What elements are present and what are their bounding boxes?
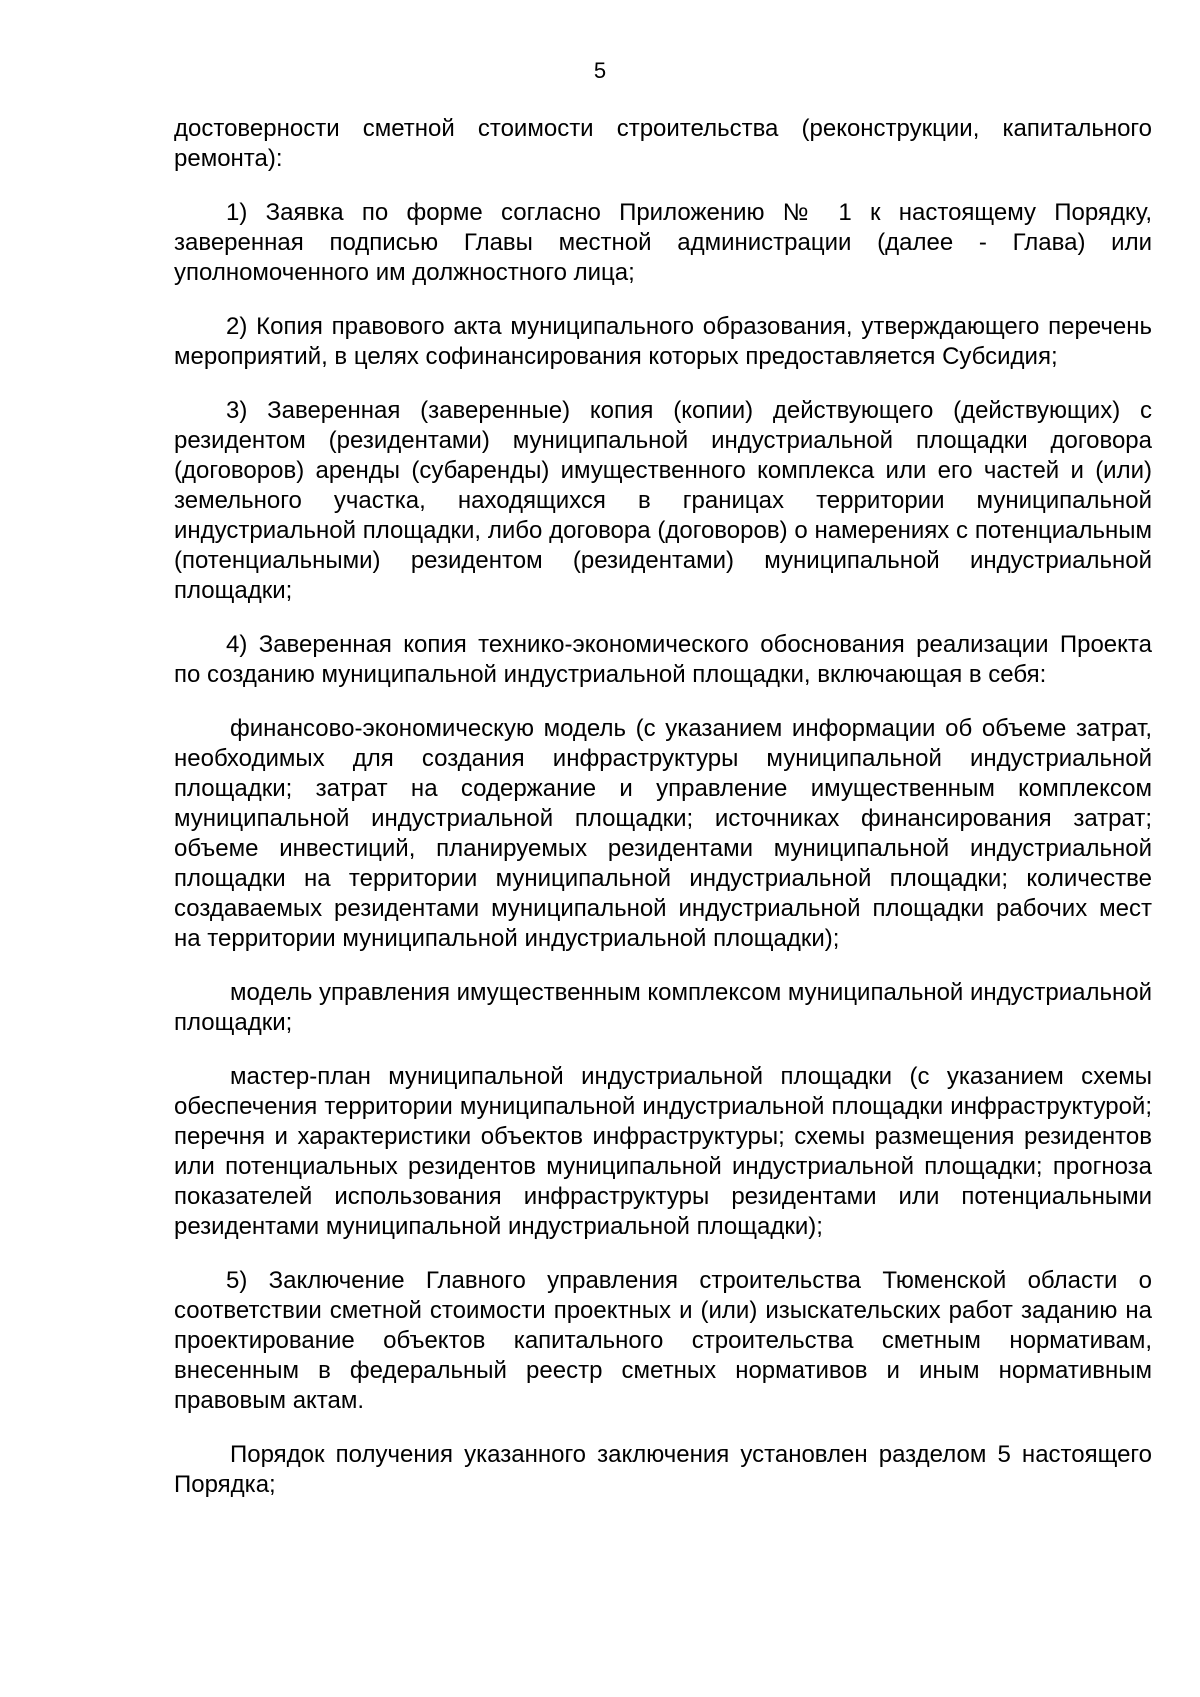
paragraph-management-model: модель управления имущественным комплексом муниципальной индустриальной площадки;	[174, 979, 1152, 1036]
document-body	[174, 114, 1152, 1500]
paragraph-item-1: 1) Заявка по форме согласно Приложению № 1 к настоящему Порядку, заверенная подписью Главы местной администрации (далее - Глава) или уполномоченного им должностного лица;	[174, 199, 1152, 286]
paragraph-master-plan: мастер-план муниципальной индустриальной площадки (с указанием схемы обеспечения территории муниципальной индустриальной площадки инфраструктурой; перечня и характеристики объектов инфраструктуры; схемы размещения резидентов или потенциальных резидентов муниципальной индустриальной площадки; прогноза показателей использования инфраструктуры резидентами или потенциальными резидентами муниципальной индустриальной площадки);	[174, 1063, 1152, 1240]
paragraph-item-3: 3) Заверенная (заверенные) копия (копии) действующего (действующих) с резидентом (резидентами) муниципальной индустриальной площадки договора (договоров) аренды (субаренды) имущественного комплекса или его частей и (или) земельного участка, находящихся в границах территории муниципальной индустриальной площадки, либо договора (договоров) о намерениях с потенциальным (потенциальными) резидентом (резидентами) муниципальной индустриальной площадки;	[174, 397, 1152, 604]
paragraph-continuation: достоверности сметной стоимости строительства (реконструкции, капитального ремонта):	[174, 115, 1152, 172]
page-number: 5	[593, 58, 607, 83]
paragraph-financial-model: финансово-экономическую модель (с указанием информации об объеме затрат, необходимых для создания инфраструктуры муниципальной индустриальной площадки; затрат на содержание и управление имущественным комплексом муниципальной индустриальной площадки; источниках финансирования затрат; объеме инвестиций, планируемых резидентами муниципальной индустриальной площадки на территории муниципальной индустриальной площадки; количестве создаваемых резидентами муниципальной индустриальной площадки рабочих мест на территории муниципальной индустриальной площадки);	[174, 715, 1152, 952]
paragraph-item-5: 5) Заключение Главного управления строительства Тюменской области о соответствии сметной стоимости проектных и (или) изыскательских работ заданию на проектирование объектов капитального строительства сметным нормативам, внесенным в федеральный реестр сметных нормативов и иным нормативным правовым актам.	[174, 1267, 1152, 1414]
paragraph-procedure: Порядок получения указанного заключения установлен разделом 5 настоящего Порядка;	[174, 1441, 1152, 1498]
paragraph-item-2: 2) Копия правового акта муниципального образования, утверждающего перечень мероприятий, в целях софинансирования которых предоставляется Субсидия;	[174, 313, 1152, 370]
paragraph-item-4: 4) Заверенная копия технико-экономического обоснования реализации Проекта по созданию муниципальной индустриальной площадки, включающая в себя:	[174, 631, 1152, 688]
